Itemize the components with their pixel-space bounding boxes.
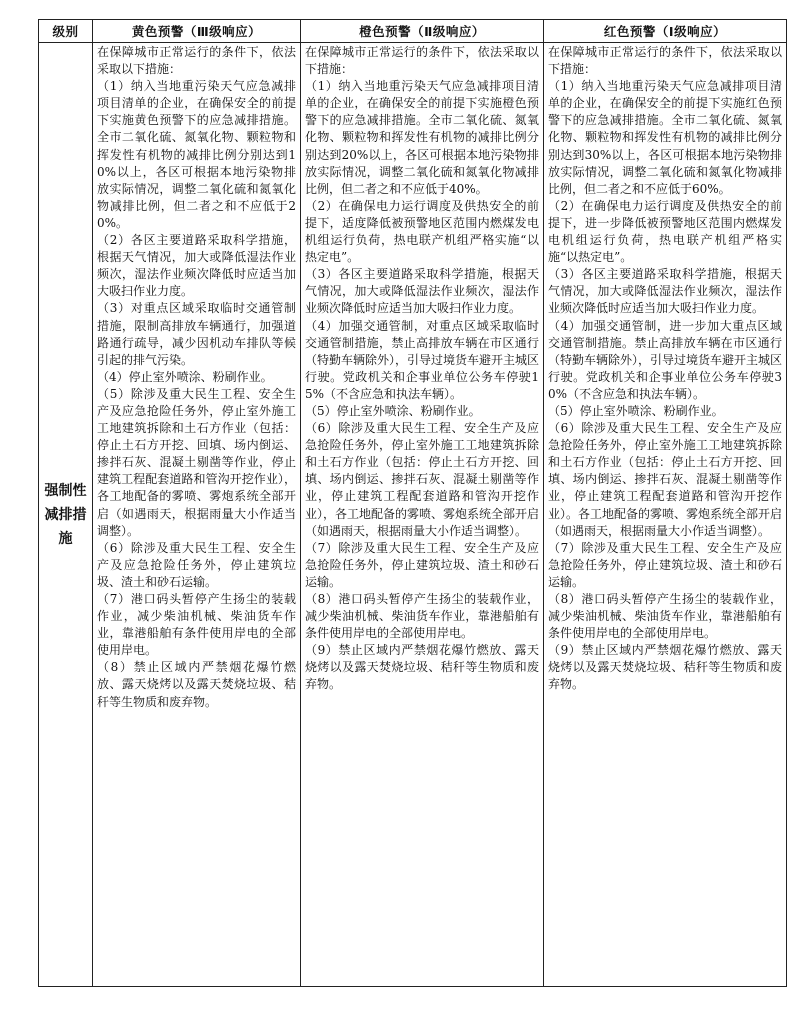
measure-item: （7）港口码头暂停产生扬尘的装载作业，减少柴油机械、柴油货车作业，靠港船舶有条件使用岸电的全部使用岸电。 [97,592,296,658]
header-orange-warning: 橙色预警（Ⅱ级响应） [301,20,544,43]
measure-item: （7）除涉及重大民生工程、安全生产及应急抢险任务外，停止建筑垃圾、渣土和砂石运输。 [548,540,782,589]
orange-measures-cell [301,43,544,987]
measure-item: （8）港口码头暂停产生扬尘的装载作业，减少柴油机械、柴油货车作业，靠港船舶有条件使用岸电的全部使用岸电。 [548,592,782,641]
measure-item: （4）停止室外喷涂、粉刷作业。 [97,369,273,384]
measure-item: （2）在确保电力运行调度及供热安全的前提下，进一步降低被预警地区范围内燃煤发电机组运行负荷，热电联产机组严格实施“以热定电”。 [548,198,782,265]
measures-intro: 在保障城市正常运行的条件下，依法采取以下措施： [305,45,539,77]
measure-item: （6）除涉及重大民生工程、安全生产及应急抢险任务外，停止室外施工工地建筑拆除和土石方作业（包括：停止土石方开挖、回填、场内倒运、掺拌石灰、混凝土剔凿等作业，停止建筑工程配套道路和管沟开挖作业）。各工地配备的雾喷、雾炮系统全部开启（如遇雨天，根据雨量大小作适当调整）。 [548,421,783,538]
measure-item: （1）纳入当地重污染天气应急减排项目清单的企业，在确保安全的前提下实施黄色预警下的应急减排措施。全市二氧化硫、氮氧化物、颗粒物和挥发性有机物的减排比例分别达到10%以上，各区可根据本地污染物排放实际情况，调整二氧化硫和氮氧化物减排比例，但二者之和不应低于20%。 [97,79,296,230]
measure-item: （6）除涉及重大民生工程、安全生产及应急抢险任务外，停止室外施工工地建筑拆除和土石方作业（包括：停止土石方开挖、回填、场内倒运、掺拌石灰、混凝土剔凿等作业，停止建筑工程配套道路和管沟开挖作业），各工地配备的雾喷、雾炮系统全部开启（如遇雨天，根据雨量大小作适当调整）。 [305,421,540,538]
header-red-warning: 红色预警（Ⅰ级响应） [544,20,787,43]
measure-item: （8）禁止区域内严禁烟花爆竹燃放、露天烧烤以及露天焚烧垃圾、秸秆等生物质和废弃物。 [97,660,296,709]
measure-item: （5）停止室外喷涂、粉刷作业。 [548,403,724,418]
measure-item: （4）加强交通管制，对重点区域采取临时交通管制措施，禁止高排放车辆在市区通行（特勤车辆除外），引导过境货车避开主城区行驶。党政机关和企事业单位公务车停驶15%（不含应急和执法车辆）。 [305,318,540,401]
measure-item: （3）各区主要道路采取科学措施，根据天气情况，加大或降低湿法作业频次，湿法作业频次降低时应适当加大吸扫作业力度。 [548,267,782,316]
emergency-measures-table [38,19,787,987]
measure-item: （3）各区主要道路采取科学措施，根据天气情况，加大或降低湿法作业频次，湿法作业频次降低时应适当加大吸扫作业力度。 [305,267,539,316]
measure-item: （7）除涉及重大民生工程、安全生产及应急抢险任务外，停止建筑垃圾、渣土和砂石运输。 [305,540,539,589]
measure-item: （5）除涉及重大民生工程、安全生产及应急抢险任务外，停止室外施工工地建筑拆除和土石方作业（包括：停止土石方开挖、回填、场内倒运、掺拌石灰、混凝土剔凿等作业，停止建筑工程配套道路和管沟开挖作业），各工地配备的雾喷、雾炮系统全部开启（如遇雨天，根据雨量大小作适当调整）。 [97,386,296,538]
header-level: 级别 [39,20,93,43]
measure-item: （1）纳入当地重污染天气应急减排项目清单的企业，在确保安全的前提下实施橙色预警下的应急减排措施。全市二氧化硫、氮氧化物、颗粒物和挥发性有机物的减排比例分别达到20%以上，各区可根据本地污染物排放实际情况，调整二氧化硫和氮氧化物减排比例，但二者之和不应低于40%。 [305,79,539,196]
mandatory-measures-row [39,43,787,987]
header-row [39,20,787,43]
measures-intro: 在保障城市正常运行的条件下，依法采取以下措施： [97,45,296,77]
header-yellow-warning: 黄色预警（Ⅲ级响应） [93,20,301,43]
measure-item: （2）各区主要道路采取科学措施，根据天气情况，加大或降低湿法作业频次，湿法作业频次降低时应适当加大吸扫作业力度。 [97,233,296,299]
measure-item: （2）在确保电力运行调度及供热安全的前提下，适度降低被预警地区范围内燃煤发电机组运行负荷，热电联产机组严格实施“以热定电”。 [305,198,539,265]
measure-item: （1）纳入当地重污染天气应急减排项目清单的企业，在确保安全的前提下实施红色预警下的应急减排措施。全市二氧化硫、氮氧化物、颗粒物和挥发性有机物的减排比例分别达到30%以上，各区可根据本地污染物排放实际情况，调整二氧化硫和氮氧化物减排比例，但二者之和不应低于60%。 [548,79,782,196]
measure-item: （8）港口码头暂停产生扬尘的装载作业，减少柴油机械、柴油货车作业，靠港船舶有条件使用岸电的全部使用岸电。 [305,592,539,641]
red-measures-cell [544,43,787,987]
measure-item: （6）除涉及重大民生工程、安全生产及应急抢险任务外，停止建筑垃圾、渣土和砂石运输。 [97,540,296,589]
measure-item: （9）禁止区域内严禁烟花爆竹燃放、露天烧烤以及露天焚烧垃圾、秸秆等生物质和废弃物。 [305,643,539,692]
measure-item: （3）对重点区域采取临时交通管制措施，限制高排放车辆通行，加强道路通行疏导，减少因机动车排队等候引起的排气污染。 [97,301,296,367]
row-label-mandatory-reduction: 强制性减排措施 [39,43,93,987]
measure-item: （4）加强交通管制，进一步加大重点区域交通管制措施。禁止高排放车辆在市区通行（特勤车辆除外），引导过境货车避开主城区行驶。党政机关和企事业单位公务车停驶30%（不含应急和执法车辆）。 [548,318,783,401]
yellow-measures-cell [93,43,301,987]
measures-intro: 在保障城市正常运行的条件下，依法采取以下措施： [548,45,782,77]
measure-item: （9）禁止区域内严禁烟花爆竹燃放、露天烧烤以及露天焚烧垃圾、秸秆等生物质和废弃物。 [548,643,782,692]
measure-item: （5）停止室外喷涂、粉刷作业。 [305,403,481,418]
